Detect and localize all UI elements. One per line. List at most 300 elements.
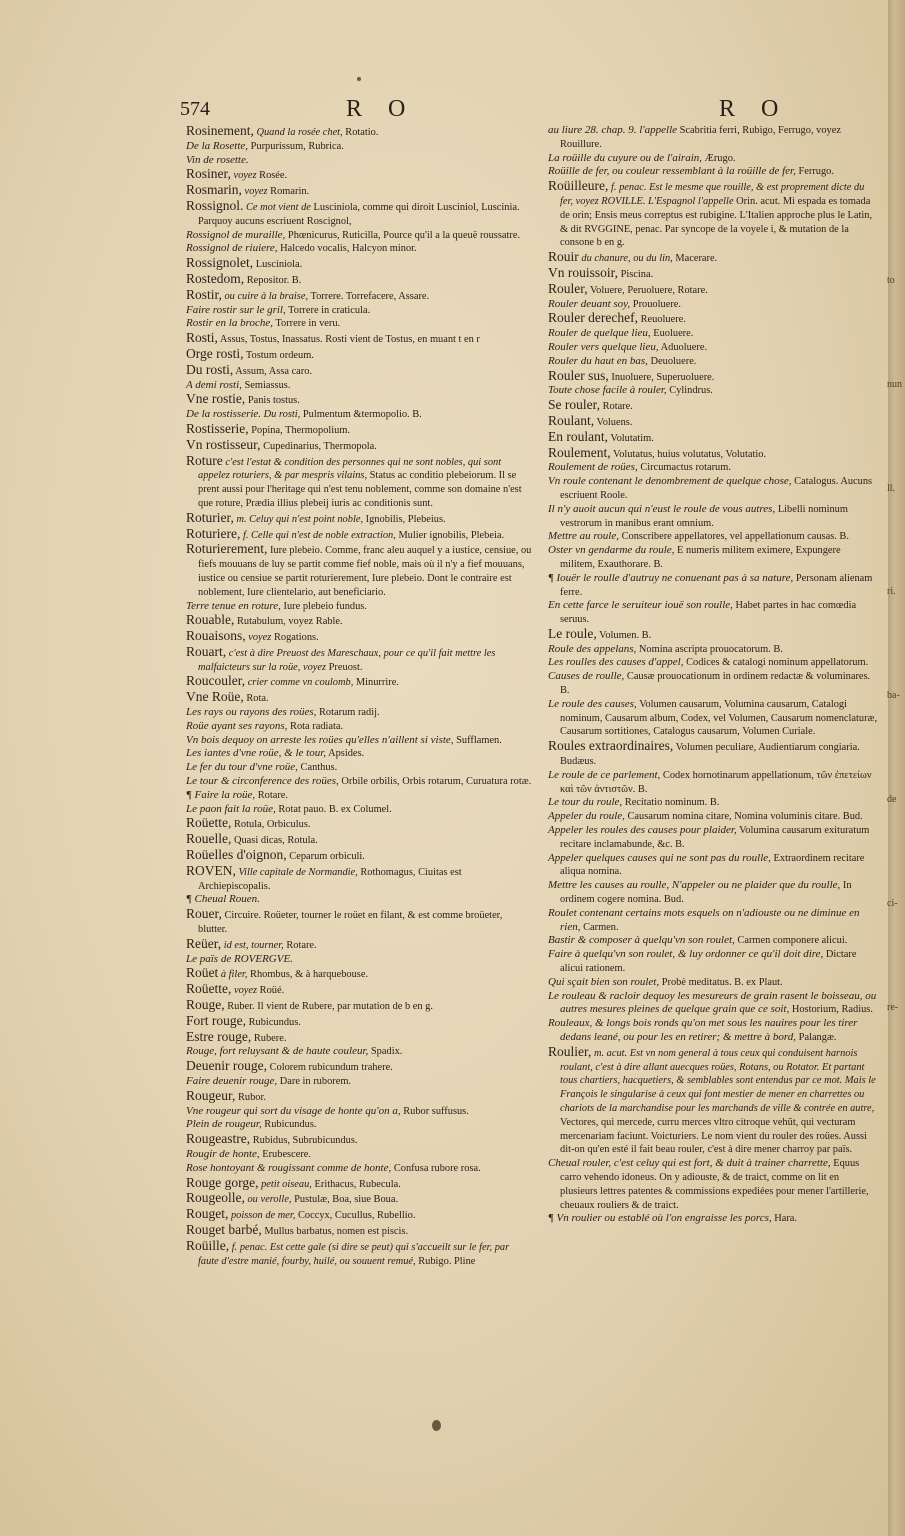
dictionary-entry (548, 461, 878, 475)
entry-latin-gloss: Panis tostus. (247, 395, 300, 407)
dictionary-entry (186, 363, 532, 379)
entry-latin-gloss: Lusciniola. (255, 259, 303, 271)
dictionary-entry (186, 1105, 532, 1119)
entry-headword: Roulier, (548, 1043, 592, 1059)
entry-latin-gloss: Phœnicurus, Ruticilla, Pource qu'il a la queuë roussatre. (287, 229, 521, 241)
entry-headword: A demi rosti, (186, 378, 242, 391)
entry-headword: Rosinement, (186, 123, 254, 138)
entry-headword: Roturierement, (186, 541, 268, 557)
dictionary-entry (548, 627, 878, 643)
dictionary-entry (186, 613, 532, 629)
dictionary-entry (548, 369, 878, 385)
entry-headword: Reüer, (186, 935, 222, 951)
entry-latin-gloss: Causæ prouocationum in ordinem redactæ & voluminares. B. (560, 671, 871, 697)
entry-latin-gloss: Minurrire. (355, 677, 399, 689)
entry-headword: ¶ Cheual Rouen. (186, 893, 260, 906)
dictionary-entry (186, 706, 532, 720)
entry-latin-gloss: Ærugo. (704, 152, 736, 164)
dictionary-entry (548, 1212, 878, 1226)
dictionary-entry (186, 907, 532, 937)
dictionary-entry (186, 347, 532, 363)
entry-latin-gloss: Rubor. (237, 1091, 266, 1103)
dictionary-entry (186, 747, 532, 761)
entry-headword: Vn roule contenant le denombrement de quelque chose, (548, 475, 792, 488)
entry-latin-gloss: Romarin. (270, 186, 310, 198)
entry-french-gloss: voyez (244, 186, 268, 198)
entry-headword: Le paon fait la roüe, (186, 802, 276, 815)
entry-headword: Roüet (186, 965, 219, 981)
entry-latin-gloss: Dictare alicui rationem. (560, 949, 857, 975)
entry-french-gloss: f. penac. Est le mesme que rouille, & est proprement dicte du fer, voyez ROVILLE. L'Espagnol l'appelle (560, 182, 865, 207)
entry-french-gloss: petit oiseau, (261, 1178, 312, 1190)
entry-headword: Mettre au roule, (548, 530, 619, 543)
entry-headword: Rouir (548, 249, 579, 265)
entry-headword: Qui sçait bien son roulet, (548, 975, 660, 988)
entry-latin-gloss: Equus carro vehendo idoneus. On y adiouste, & de traict, comme on lit en plusieurs lettres patentes & commissions expediées pour mener l'artillerie, cheuaux rouliers & de traict. (560, 1158, 869, 1211)
entry-headword: Roüille de fer, ou couleur ressemblant à la roüille de fer, (548, 165, 796, 178)
entry-headword: Rouge, fort reluysant & de haute couleur, (186, 1045, 369, 1058)
dictionary-entry (186, 966, 532, 982)
entry-latin-gloss: Codex hornotinarum appellationum, τῶν ἐπετείων καὶ τῶν ἀντιστῶν. B. (560, 769, 872, 795)
entry-latin-gloss: Voluere, Peruoluere, Rotare. (590, 284, 708, 296)
entry-headword: Rouaisons, (186, 628, 246, 644)
dictionary-entry (548, 250, 878, 266)
dictionary-entry (186, 183, 532, 199)
entry-latin-gloss: Macerare. (675, 253, 718, 265)
entry-headword: Rouleaux, & longs bois ronds qu'on met sous les nauires pour les tirer dedans leané, ou pour les en retirer; & mettre à bord, (548, 1017, 858, 1043)
entry-headword: Roüilleure, (548, 178, 609, 194)
running-head-right: R O (719, 96, 789, 122)
dictionary-entry (186, 734, 532, 748)
entry-latin-gloss: Volutatim. (610, 432, 654, 444)
dictionary-entry (186, 1030, 532, 1046)
dictionary-entry (548, 384, 878, 398)
edge-fragment: nun (887, 378, 902, 390)
entry-headword: Rouler vers quelque lieu, (548, 340, 659, 353)
dictionary-entry (548, 530, 878, 544)
dictionary-entry (548, 643, 878, 657)
page-hole-bottom (432, 1420, 441, 1431)
dictionary-entry (548, 976, 878, 990)
dictionary-entry (548, 810, 878, 824)
entry-headword: Vne rougeur qui sort du visage de honte qu'on a, (186, 1104, 401, 1117)
dictionary-entry (548, 599, 878, 627)
dictionary-entry (186, 1239, 532, 1269)
entry-french-gloss: f. Celle qui n'est de noble extraction, (242, 529, 396, 541)
entry-headword: Rosti, (186, 330, 218, 346)
entry-latin-gloss: Rotare. (286, 939, 317, 951)
entry-headword: Le roule de ce parlement, (548, 768, 661, 781)
entry-latin-gloss: Rota radiata. (290, 720, 344, 732)
entry-latin-gloss: Cylindrus. (669, 385, 713, 397)
entry-headword: ¶ Iouër le roulle d'autruy ne conuenant pas à sa nature, (548, 571, 794, 584)
entry-headword: La roüille du cuyure ou de l'airain, (548, 151, 702, 164)
dictionary-entry (186, 775, 532, 789)
entry-headword: Appeler quelques causes qui ne sont pas du roulle, (548, 851, 771, 864)
left-column (186, 124, 532, 1268)
entry-latin-gloss: Rothomagus, Ciuitas est Archiepiscopalis. (198, 866, 462, 892)
entry-french-gloss: voyez (233, 985, 258, 997)
dictionary-entry (186, 408, 532, 422)
entry-headword: Roule des appelans, (548, 642, 637, 655)
entry-headword: Rosiner, (186, 166, 231, 182)
entry-latin-gloss: Rotare. (602, 401, 633, 413)
dictionary-entry (186, 379, 532, 393)
dictionary-entry (548, 282, 878, 298)
entry-french-gloss: à filer, (220, 969, 248, 981)
dictionary-entry (548, 165, 878, 179)
dictionary-entry (548, 796, 878, 810)
entry-headword: Rougir de honte, (186, 1147, 260, 1160)
dictionary-entry (186, 256, 532, 272)
entry-headword: Vne Roüe, (186, 689, 244, 705)
entry-headword: Rossignol. (186, 197, 244, 213)
entry-headword: Rouget, (186, 1206, 229, 1222)
entry-headword: Roüette, (186, 981, 232, 997)
facing-page-fragments (887, 124, 902, 1014)
dictionary-entry (548, 475, 878, 503)
entry-headword: En roulant, (548, 428, 608, 444)
entry-latin-gloss: Status ac conditio plebeiorum. Il se prent aussi pour l'heritage qui n'est tenu noblement, comme son domaine n'est que roture, Prædia illius plebeij iuris ac conditionis sunt. (198, 470, 522, 509)
entry-latin-gloss: Circumactus rotarum. (640, 462, 731, 474)
entry-headword: Se rouler, (548, 397, 600, 413)
entry-latin-gloss: Palangæ. (798, 1032, 837, 1043)
dictionary-entry (186, 527, 532, 543)
dictionary-entry (186, 1075, 532, 1089)
dictionary-entry (548, 698, 878, 739)
entry-latin-gloss: Mullus barbatus, nomen est piscis. (264, 1225, 409, 1237)
dictionary-entry (186, 1223, 532, 1239)
dictionary-entry (186, 288, 532, 304)
entry-latin-gloss: Rubicundus. (264, 1119, 317, 1131)
entry-latin-gloss: E numeris militem eximere, Expungere militem, Exauthorare. B. (560, 545, 841, 570)
entry-french-gloss: f. penac. Est cette gale (si dire se peut) qui s'accueilt sur le fer, par faute d'estre manié, fourby, huilé, ou souuent remué, (198, 1241, 510, 1267)
entry-latin-gloss: Rotatio. (345, 127, 379, 138)
entry-french-gloss: voyez (248, 632, 272, 644)
dictionary-entry (548, 355, 878, 369)
dictionary-entry (186, 272, 532, 288)
dictionary-entry (186, 645, 532, 675)
entry-headword: Faire rostir sur le gril, (186, 303, 286, 316)
entry-latin-gloss: Rutabulum, voyez Rable. (236, 616, 343, 628)
entry-latin-gloss: Carmen componere alicui. (737, 935, 848, 947)
entry-french-gloss: ou cuire à la braise, (224, 290, 309, 302)
entry-headword: Rouler, (548, 280, 588, 296)
entry-french-gloss: c'est à dire Preuost des Mareschaux, pour ce qu'il fait mettre les malfaicteurs sur la roüe, voyez (198, 647, 496, 673)
dictionary-entry (548, 934, 878, 948)
entry-latin-gloss: Apsides. (328, 748, 365, 760)
entry-latin-gloss: Halcedo vocalis, Halcyon minor. (280, 243, 417, 255)
dictionary-entry (186, 331, 532, 347)
dictionary-entry (548, 990, 878, 1018)
dictionary-entry (186, 953, 532, 967)
entry-latin-gloss: Scabritia ferri, Rubigo, Ferrugo, voyez Rouillure. (560, 125, 841, 150)
dictionary-entry (186, 1045, 532, 1059)
entry-headword: Roüille, (186, 1237, 230, 1253)
entry-latin-gloss: Libelli nominum vestrorum in manibus erant omnium. (560, 503, 848, 529)
dictionary-entry (548, 152, 878, 166)
entry-headword: Rouget barbé, (186, 1221, 262, 1237)
dictionary-entry (548, 430, 878, 446)
entry-headword: Bastir & composer à quelqu'vn son roulet, (548, 934, 735, 947)
dictionary-entry (548, 852, 878, 880)
entry-latin-gloss: Volumen causarum, Volumina causarum, Catalogi nominum, Causarum album, Codex, vel Volumen, Causarum nomenclaturæ, Causarum sortitiones, Catalogus causarum, Volumen Curiale. (560, 698, 878, 738)
entry-latin-gloss: Rubere. (253, 1032, 287, 1044)
entry-latin-gloss: Hostorium, Radius. (791, 1004, 873, 1016)
entry-headword: Appeler les roules des causes pour plaider, (548, 824, 737, 837)
entry-latin-gloss: Volumina causarum exituratum recitare inclamabunde, &c. B. (560, 825, 870, 850)
entry-headword: Mettre les causes au roulle, N'appeler ou ne plaider que du roulle, (548, 879, 841, 892)
entry-headword: Roüe ayant ses rayons, (186, 719, 288, 732)
entry-latin-gloss: Sufflamen. (456, 734, 502, 746)
dictionary-entry (548, 503, 878, 531)
entry-headword: Appeler du roule, (548, 810, 625, 823)
dictionary-entry (186, 848, 532, 864)
entry-latin-gloss: Roüé. (259, 985, 285, 997)
entry-headword: Causes de roulle, (548, 670, 625, 683)
entry-latin-gloss: Canthus. (300, 762, 338, 774)
dictionary-entry (186, 789, 532, 803)
edge-fragment: re- (887, 1001, 899, 1013)
entry-latin-gloss: Rotat pauo. B. ex Columel. (278, 803, 392, 815)
entry-headword: Roulement, (548, 444, 611, 460)
entry-headword: Les iantes d'vne roüe, & le tour, (186, 747, 327, 760)
entry-headword: Du rosti, (186, 361, 234, 377)
dictionary-entry (186, 600, 532, 614)
entry-latin-gloss: Purpurissum, Rubrica. (250, 140, 344, 152)
dictionary-entry (186, 1148, 532, 1162)
entry-french-gloss: crier comme vn coulomb, (247, 677, 354, 689)
entry-latin-gloss: Iure plebeio fundus. (283, 600, 367, 612)
dictionary-entry (186, 124, 532, 140)
dictionary-entry (186, 1176, 532, 1192)
entry-latin-gloss: Inuoluere, Superuoluere. (611, 371, 715, 383)
entry-headword: Rouler du haut en bas, (548, 354, 648, 367)
entry-latin-gloss: Voluens. (596, 416, 633, 428)
entry-headword: Faire à quelqu'vn son roulet, & luy ordonner ce qu'il doit dire, (548, 948, 824, 961)
entry-latin-gloss: Euoluere. (653, 328, 694, 340)
entry-latin-gloss: Orin. acut. Mi espada es tomada de orin; Ensis meus correptus est rubigine. L'Italien approche plus le Latin, & dit RVGGINE, penac. Par syncope de la voyele i, & mutation de la consone b en g. (560, 195, 873, 249)
dictionary-entry (186, 229, 532, 243)
entry-headword: Rose hontoyant & rougissant comme de honte, (186, 1161, 392, 1174)
entry-headword: Vn bois dequoy on arreste les roües qu'elles n'aillent si viste, (186, 733, 454, 746)
entry-latin-gloss: Spadix. (370, 1046, 403, 1058)
entry-french-gloss: c'est l'estat & condition des personnes qui ne sont nobles, qui sont appelez roturiers, & par mespris vilains, (198, 456, 502, 482)
entry-latin-gloss: Rubidus, Subrubicundus. (252, 1135, 358, 1147)
dictionary-entry (548, 398, 878, 414)
entry-headword: De la Rosette, (186, 139, 249, 152)
dictionary-entry (186, 864, 532, 894)
dictionary-entry (186, 937, 532, 953)
entry-latin-gloss: Erubescere. (262, 1148, 311, 1160)
dictionary-entry (186, 317, 532, 331)
entry-latin-gloss: Circuire. Roüeter, tourner le roüet en filant, & est comme broüeter, blutter. (198, 910, 503, 936)
dictionary-entry (186, 140, 532, 154)
entry-headword: Rouler deuant soy, (548, 297, 631, 310)
entry-french-gloss: poisson de mer, (230, 1210, 296, 1222)
entry-headword: Rouge gorge, (186, 1174, 259, 1190)
dictionary-entry (548, 572, 878, 600)
dictionary-entry (186, 1132, 532, 1148)
entry-headword: Roulet contenant certains mots esquels on n'adiouste ou ne diminue en rien, (548, 906, 860, 933)
dictionary-entry (186, 199, 532, 229)
entry-latin-gloss: Piscina. (620, 268, 654, 280)
entry-latin-gloss: Prouoluere. (632, 298, 681, 310)
entry-french-gloss: Ce mot vient de (246, 201, 311, 213)
page-number: 574 (180, 98, 210, 120)
entry-headword: Roüette, (186, 815, 232, 831)
entry-headword: Il n'y auoit aucun qui n'eust le roule de vous autres, (548, 502, 776, 515)
dictionary-entry (548, 670, 878, 698)
entry-headword: Rouler sus, (548, 367, 609, 383)
dictionary-entry (186, 438, 532, 454)
dictionary-entry (186, 1118, 532, 1132)
dictionary-entry (186, 1191, 532, 1207)
entry-latin-gloss: Conscribere appellatores, vel appellationum causas. B. (621, 531, 849, 543)
entry-headword: Roulant, (548, 412, 595, 428)
entry-latin-gloss: Orbile orbilis, Orbis rotarum, Curuatura rotæ. (341, 776, 532, 788)
entry-latin-gloss: Ceparum orbiculi. (289, 851, 365, 863)
entry-latin-gloss: Personam alienam ferre. (560, 572, 873, 598)
entry-headword: Rouable, (186, 612, 235, 628)
dictionary-entry (186, 816, 532, 832)
entry-headword: Vin de rosette. (186, 153, 249, 166)
entry-french-gloss: id est, tourner, (223, 939, 284, 951)
dictionary-entry (186, 690, 532, 706)
dictionary-entry (186, 893, 532, 907)
entry-latin-gloss: Torrere in craticula. (288, 304, 371, 316)
dictionary-entry (548, 1045, 878, 1157)
entry-headword: Fort rouge, (186, 1012, 246, 1028)
entry-latin-gloss: Ignobilis, Plebeius. (365, 513, 446, 525)
dictionary-entry (548, 739, 878, 769)
entry-headword: Vn rostisseur, (186, 436, 261, 452)
entry-latin-gloss: Rotarum radij. (318, 707, 380, 719)
entry-headword: Rouler de quelque lieu, (548, 327, 651, 340)
page-hole-top (357, 77, 361, 81)
entry-headword: ROVEN, (186, 862, 236, 878)
entry-latin-gloss: Deuoluere. (650, 355, 697, 367)
dictionary-entry (548, 1017, 878, 1045)
entry-latin-gloss: Torrere in veru. (275, 318, 341, 330)
edge-fragment: to (887, 275, 895, 286)
entry-headword: Roturier, (186, 509, 234, 525)
entry-headword: ¶ Faire la roüe, (186, 788, 256, 801)
dictionary-entry (186, 674, 532, 690)
entry-headword: Le tour & circonference des roües, (186, 775, 339, 788)
entry-french-gloss: Du rosti, (263, 409, 301, 421)
entry-latin-gloss: Rosée. (259, 170, 288, 182)
entry-headword: Roucouler, (186, 673, 246, 689)
entry-latin-gloss: Codices & catalogi nominum appellatorum. (686, 657, 869, 669)
entry-headword: Rosmarin, (186, 182, 242, 198)
dictionary-entry (548, 266, 878, 282)
entry-latin-gloss: Vectores, qui mercede, curru merces vltro citroque vehũt, qui vecturam mercenariam faciunt. Voicturiers. Le nom vient du rouler des roües. Aussi dit-on qu'en esté il fait beau rouler, c'est à dire mener charroy par païs. (560, 1116, 867, 1156)
entry-latin-gloss: Colorem rubicundum trahere. (269, 1062, 393, 1074)
entry-headword: Le tour du roule, (548, 796, 623, 809)
dictionary-entry (548, 414, 878, 430)
edge-fragment: ll. (887, 482, 896, 494)
dictionary-entry (186, 1207, 532, 1223)
dictionary-entry (548, 824, 878, 852)
entry-headword: Rouer, (186, 906, 222, 922)
dictionary-entry (186, 304, 532, 318)
entry-latin-gloss: Rotare. (257, 789, 288, 801)
entry-latin-gloss: Rotula, Orbiculus. (233, 819, 311, 831)
dictionary-entry (548, 544, 878, 572)
entry-latin-gloss: Iure plebeio. Comme, franc aleu auquel y a iustice, censiue, ou fiefs mouuans de luy se partit comme fief noble, mais où il n'y a fief mouuans, iustice ou censiue se partit roturierement, Iure plebeio. Dont le contraire est noblement, Iure clientelario, aut beneficiario. (198, 545, 532, 598)
entry-headword: Estre rouge, (186, 1028, 252, 1044)
running-head-left: R O (346, 96, 416, 122)
edge-fragment: ba- (887, 690, 900, 702)
entry-headword: Rostedom, (186, 270, 245, 286)
dictionary-entry (186, 392, 532, 408)
entry-latin-gloss: Carmen. (583, 921, 619, 933)
entry-french-gloss: m. Celuy qui n'est point noble, (236, 513, 364, 525)
entry-headword: De la rostisserie. (186, 408, 262, 421)
entry-latin-gloss: Tostum ordeum. (245, 349, 314, 361)
dictionary-entry (186, 803, 532, 817)
edge-fragment: ri. (887, 586, 896, 598)
entry-headword: Roules extraordinaires, (548, 738, 674, 754)
entry-latin-gloss: Aduoluere. (660, 341, 708, 353)
entry-french-gloss: du chanure, ou du lin, (581, 253, 673, 265)
dictionary-entry (186, 454, 532, 511)
entry-latin-gloss: Erithacus, Rubecula. (314, 1178, 401, 1190)
right-column (548, 124, 878, 1226)
entry-headword: Rossignol de muraille, (186, 228, 286, 241)
dictionary-entry (548, 341, 878, 355)
entry-headword: Faire deuenir rouge, (186, 1075, 278, 1087)
dictionary-entry (186, 832, 532, 848)
entry-headword: Roturiere, (186, 525, 241, 541)
dictionary-entry (186, 998, 532, 1014)
entry-latin-gloss: Rubicundus. (248, 1016, 301, 1028)
entry-headword: Le rouleau & racloir dequoy les mesureurs de grain rasent le boisseau, ou autres mesures pleines de quelque grain que ce soit, (548, 989, 877, 1016)
entry-latin-gloss: Popina, Thermopolium. (251, 424, 351, 436)
dictionary-entry (186, 720, 532, 734)
entry-latin-gloss: Recitatio nominum. B. (624, 797, 720, 809)
entry-headword: Rostir en la broche, (186, 317, 273, 330)
entry-latin-gloss: Assum, Assa caro. (235, 365, 313, 377)
entry-latin-gloss: Causarum nomina citare, Nomina voluminis citare. Bud. (627, 811, 863, 823)
entry-headword: Deuenir rouge, (186, 1058, 267, 1074)
dictionary-entry (186, 761, 532, 775)
entry-latin-gloss: Nomina ascripta prouocatorum. B. (638, 643, 783, 655)
entry-latin-gloss: Repositor. B. (246, 274, 302, 286)
dictionary-entry (548, 179, 878, 250)
dictionary-entry (548, 879, 878, 907)
entry-latin-gloss: Lusciniola, comme qui diroit Lusciniol, Luscinia. Parquoy aucuns escriuent Roscignol, (198, 201, 520, 227)
entry-latin-gloss: Quasi dicas, Rotula. (233, 835, 318, 847)
entry-headword: Le fer du tour d'vne roüe, (186, 761, 298, 774)
dictionary-entry (548, 124, 878, 152)
entry-latin-gloss: Dare in ruborem. (279, 1076, 352, 1087)
entry-headword: ¶ Vn roulier ou establé où l'on engraisse les porcs, (548, 1212, 772, 1225)
entry-latin-gloss: Ruber. Il vient de Rubere, par mutation de b en g. (227, 1001, 433, 1013)
entry-latin-gloss: In ordinem cogere nomina. Bud. (560, 880, 852, 906)
entry-headword: Vn rouissoir, (548, 264, 618, 280)
dictionary-entry (548, 298, 878, 312)
entry-headword: Rouart, (186, 643, 227, 659)
entry-headword: Roture (186, 452, 223, 468)
dictionary-entry (186, 1014, 532, 1030)
entry-latin-gloss: Volumen peculiare, Audientiarum congiaria. Budæus. (560, 742, 860, 768)
dictionary-entry (548, 327, 878, 341)
edge-fragment: de (887, 793, 897, 805)
dictionary-entry (186, 422, 532, 438)
entry-french-gloss: voyez (233, 170, 257, 182)
